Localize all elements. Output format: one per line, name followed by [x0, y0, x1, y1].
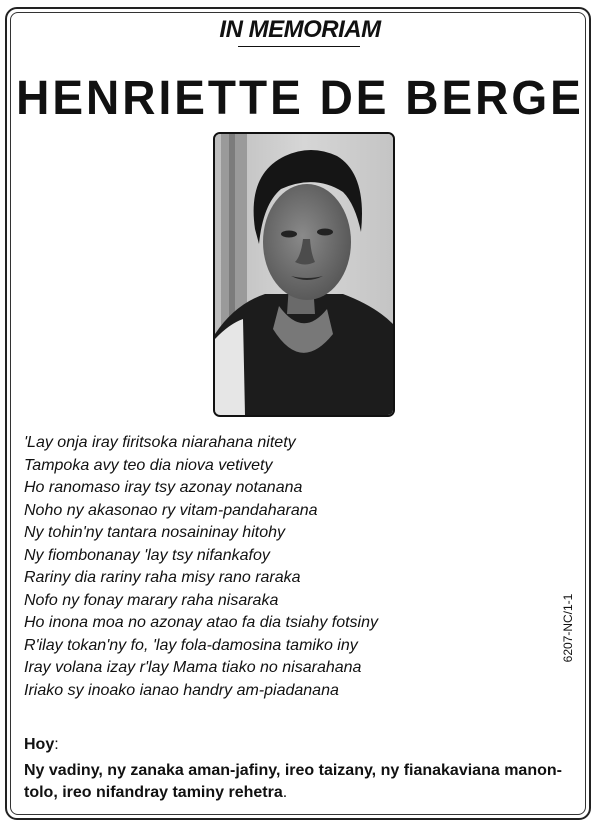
heading-underline [238, 46, 360, 47]
memorial-poem [24, 432, 378, 702]
poem-line: Tampoka avy teo dia niova vetivety [24, 456, 273, 474]
poem-line: 'Lay onja iray firitsoka niarahana nitety [24, 434, 296, 451]
poem-line: Iray volana izay r'lay Mama tiako no nisarahana [24, 659, 362, 676]
poem-line: Nofo ny fonay marary raha nisaraka [24, 591, 279, 609]
portrait-photo [213, 132, 395, 417]
poem-line: Noho ny akasonao ry vitam-pandaharana [24, 501, 318, 519]
poem-line: R'ilay tokan'ny fo, 'lay fola-damosina tamiko iny [24, 636, 358, 654]
poem-line: Rariny dia rariny raha misy rano raraka [24, 569, 301, 586]
ad-reference-code: 6207-NC/1-1 [561, 593, 575, 663]
poem-line: Ho ranomaso iray tsy azonay notanana [24, 479, 303, 496]
poem-line: Iriako sy inoako ianao handry am-piadanana [24, 681, 339, 699]
signoff-line-wrap [24, 782, 579, 804]
signoff-heading [24, 736, 59, 754]
in-memoriam-heading: IN MEMORIAM [219, 16, 381, 43]
poem-line: Ny fiombonanay 'lay tsy nifankafoy [24, 546, 270, 564]
signoff-line: Ny vadiny, ny zanaka aman-jafiny, ireo taizany, ny fianakaviana manon- [24, 762, 562, 779]
signoff-family-list [24, 760, 579, 804]
signoff-label: Hoy [24, 736, 55, 753]
signoff-colon: : [54, 736, 59, 753]
signoff-line: tolo, ireo nifandray taminy rehetra [24, 784, 283, 801]
signoff-period: . [282, 784, 288, 801]
deceased-name: HENRIETTE DE BERGE [16, 69, 584, 125]
poem-line: Ho inona moa no azonay atao fa dia tsiahy fotsiny [24, 614, 378, 631]
poem-line: Ny tohin'ny tantara nosaininay hitohy [24, 524, 285, 541]
